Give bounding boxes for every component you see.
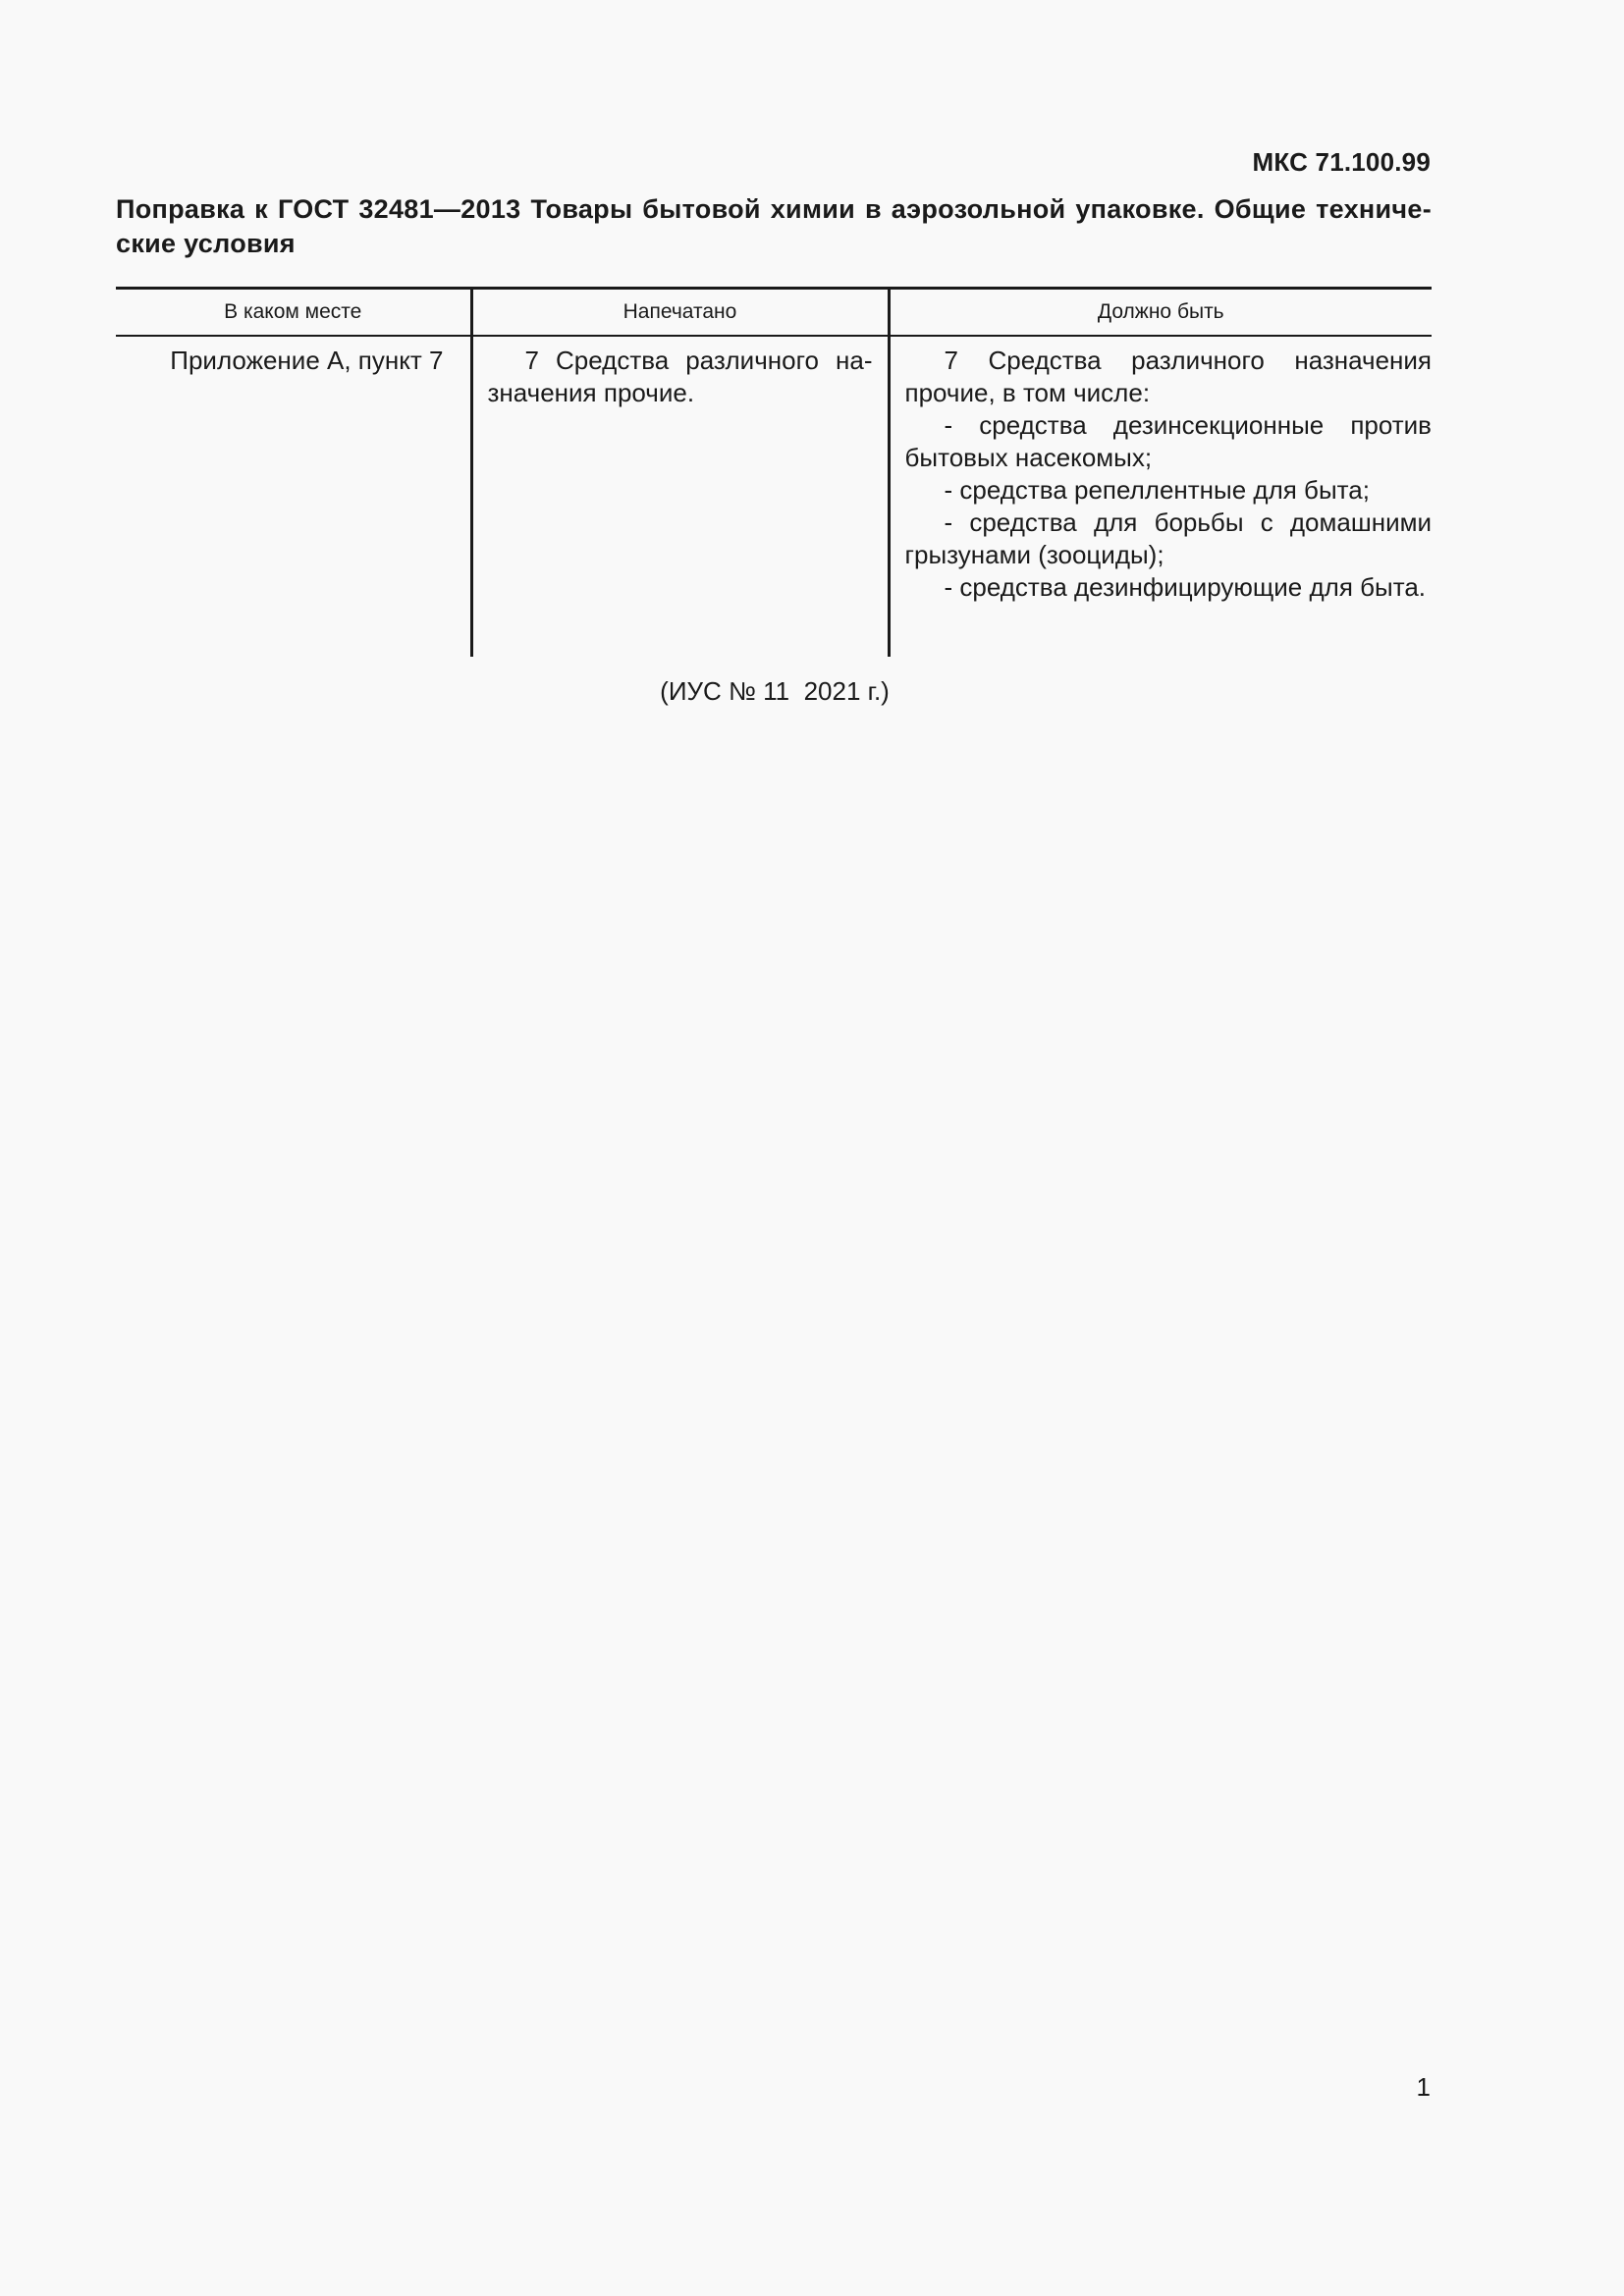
table-row [116, 336, 1432, 657]
classification-code: МКС 71.100.99 [1252, 147, 1431, 177]
should-be-list-item: - средства репеллентные для быта; [944, 475, 1370, 505]
table-header-row [116, 289, 1432, 337]
column-header-place: В каком месте [116, 289, 471, 337]
cell-printed: 7 Средства различного назначения прочие. [471, 336, 889, 657]
column-header-should-be: Должно быть [889, 289, 1432, 337]
document-title [116, 192, 1432, 261]
should-be-list-item: - средства дезинфицирующие для быта. [944, 572, 1426, 602]
should-be-list-item: - средства дезинсекционные против бытовых насекомых; [904, 410, 1432, 472]
column-header-printed: Напечатано [471, 289, 889, 337]
ius-reference: (ИУС № 11 2021 г.) [660, 676, 890, 706]
document-title-line-2: ские условия [116, 229, 296, 258]
page-number: 1 [1416, 2072, 1431, 2102]
should-be-paragraph: 7 Средства различного назначения прочие, в том числе: [904, 346, 1432, 407]
document-title-line-1: Поправка к ГОСТ 32481—2013 Товары бытовой химии в аэрозольной упаковке. Общие техниче- [116, 194, 1432, 224]
cell-place: Приложение А, пункт 7 [170, 346, 444, 375]
cell-should-be [889, 336, 1432, 657]
correction-table [116, 287, 1432, 657]
should-be-list-item: - средства для борьбы с домашними грызунами (зооциды); [904, 507, 1432, 569]
